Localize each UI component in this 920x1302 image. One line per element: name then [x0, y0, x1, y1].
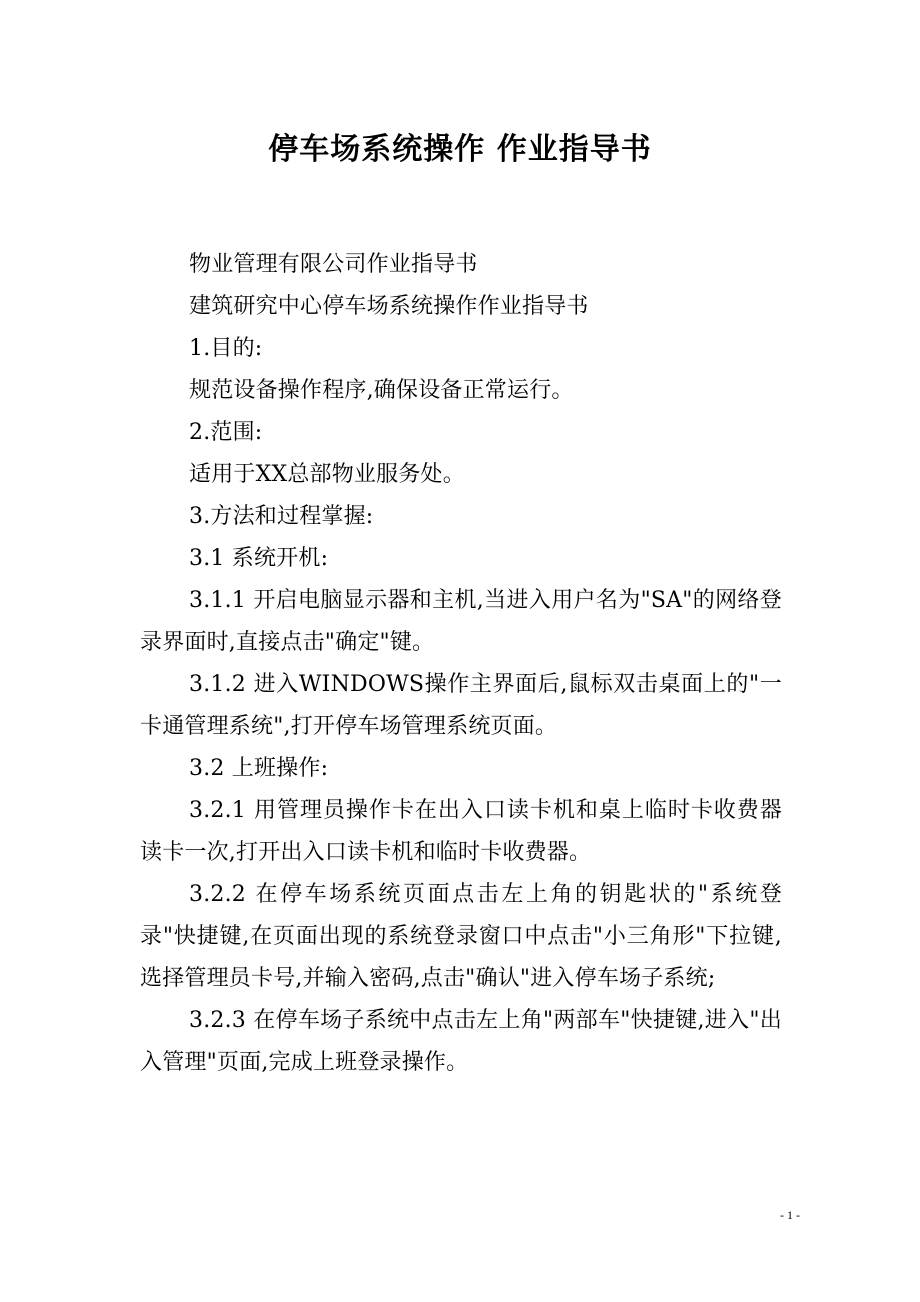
section-method-heading: 3.方法和过程掌握: — [189, 504, 374, 529]
subsection-startup-heading: 3.1 系统开机: — [189, 546, 329, 571]
section-scope-heading: 2.范围: — [189, 420, 263, 445]
paragraph-step-3-2-2: 3.2.2 在停车场系统页面点击左上角的钥匙状的"系统登录"快捷键,在页面出现的系统登录窗口中点击"小三角形"下拉键,选择管理员卡号,并输入密码,点击"确认"进入停车场子系统; — [140, 882, 782, 991]
subsection-shift-start-heading: 3.2 上班操作: — [189, 756, 329, 781]
document-title: 停车场系统操作 作业指导书 — [268, 132, 652, 167]
paragraph-scope: 适用于XX总部物业服务处。 — [189, 462, 465, 487]
page-number: - 1 - — [780, 1208, 800, 1222]
paragraph-purpose: 规范设备操作程序,确保设备正常运行。 — [189, 378, 574, 403]
document-body — [140, 244, 782, 1084]
paragraph-step-3-1-1: 3.1.1 开启电脑显示器和主机,当进入用户名为"SA"的网络登录界面时,直接点击"确定"键。 — [140, 588, 782, 655]
paragraph-step-3-2-1: 3.2.1 用管理员操作卡在出入口读卡机和桌上临时卡收费器读卡一次,打开出入口读卡机和临时卡收费器。 — [140, 798, 782, 865]
paragraph-step-3-1-2: 3.1.2 进入WINDOWS操作主界面后,鼠标双击桌面上的"一卡通管理系统",打开停车场管理系统页面。 — [140, 672, 782, 739]
paragraph-step-3-2-3: 3.2.3 在停车场子系统中点击左上角"两部车"快捷键,进入"出入管理"页面,完成上班登录操作。 — [140, 1008, 782, 1075]
paragraph-document-heading: 建筑研究中心停车场系统操作作业指导书 — [189, 294, 589, 319]
paragraph-company-heading: 物业管理有限公司作业指导书 — [189, 252, 478, 277]
section-purpose-heading: 1.目的: — [189, 336, 263, 361]
